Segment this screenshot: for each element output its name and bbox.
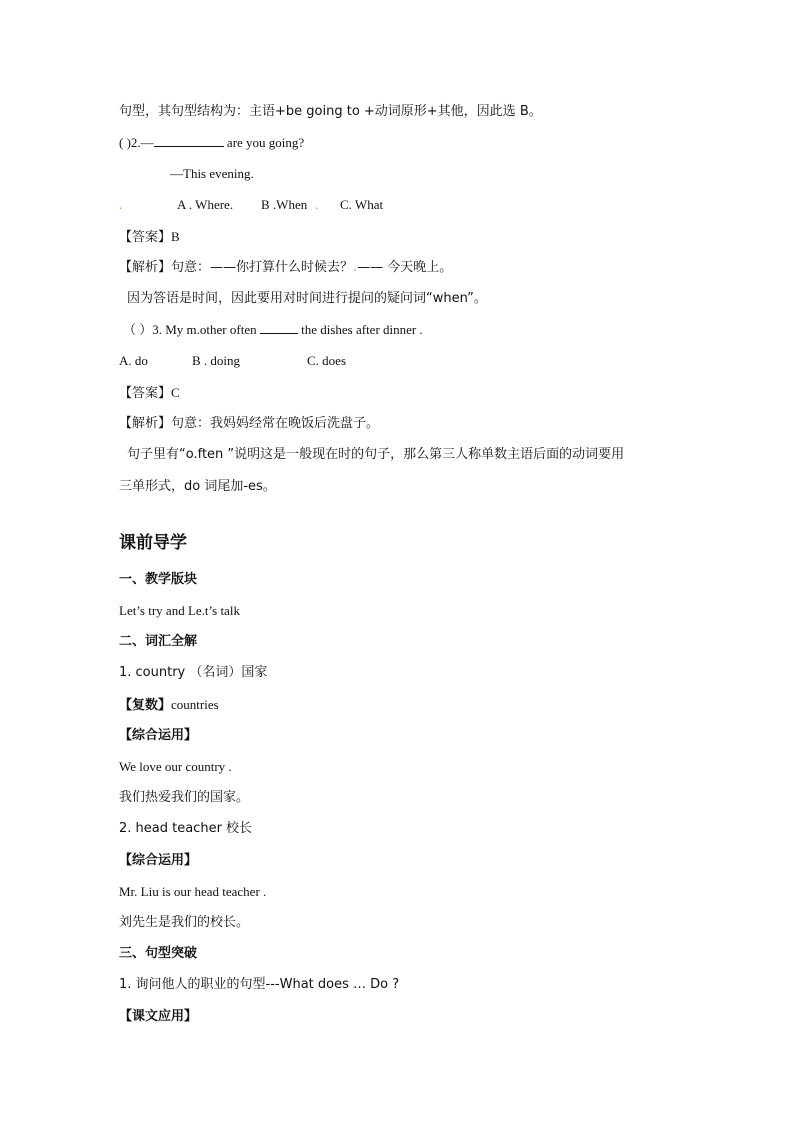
- analysis-tail: —— 今天晚上。: [357, 260, 453, 275]
- example-zh: [119, 914, 249, 932]
- vocab-item: [119, 664, 267, 682]
- analysis-reason-text: 因为答语是时间，因此要用对时间进行提问的疑问词“when”。: [127, 291, 487, 306]
- analysis-reason-text: 三单形式，do 词尾加-es。: [119, 479, 276, 494]
- option-c: C. What: [340, 197, 384, 212]
- vocab-item-text: 1. country （名词）国家: [119, 665, 268, 680]
- dot-mark-icon: .: [353, 260, 358, 275]
- question-2-reply: [170, 165, 254, 183]
- answer-label: 【答案】: [119, 230, 172, 245]
- question-3-prefix: （ ）3. My m.other often: [123, 322, 260, 337]
- answer-blank[interactable]: [154, 134, 224, 147]
- section-title-text: 课前导学: [119, 533, 187, 553]
- analysis-reason: [127, 290, 487, 308]
- section-title: [119, 532, 187, 554]
- answer-value: B: [171, 229, 180, 244]
- analysis-line: [119, 259, 452, 277]
- dot-mark-icon: .: [315, 197, 319, 212]
- subsection-heading-text: 一、教学版块: [119, 572, 198, 587]
- example-en-text: We love our country .: [119, 759, 232, 774]
- analysis-label: 【解析】: [119, 260, 172, 275]
- explanation-text: 句型，其句型结构为：主语+be going to +动词原形+其他，因此选 B。: [119, 104, 542, 119]
- option-b: B .When: [261, 197, 308, 212]
- example-zh-text: 刘先生是我们的校长。: [119, 915, 250, 930]
- example-zh: [119, 789, 249, 807]
- usage-label: [119, 727, 197, 745]
- explanation-line: [119, 103, 542, 121]
- pattern-item: [119, 976, 399, 994]
- question-2: [119, 134, 304, 152]
- lesson-block: [119, 602, 240, 620]
- analysis-text: 句意：——你打算什么时候去？: [171, 260, 354, 275]
- example-en-text: Mr. Liu is our head teacher .: [119, 884, 267, 899]
- analysis-line: [119, 415, 379, 433]
- plural-value: countries: [171, 697, 219, 712]
- plural-label: 【复数】: [119, 698, 172, 713]
- option-a: A . Where.: [177, 197, 234, 212]
- option-c: C. does: [307, 353, 346, 368]
- plural-line: [119, 696, 219, 715]
- option-b: B . doing: [192, 353, 241, 368]
- analysis-text: 句意：我妈妈经常在晚饭后洗盘子。: [171, 416, 380, 431]
- analysis-label: 【解析】: [119, 416, 172, 431]
- analysis-reason-text: 句子里有“o.ften ”说明这是一般现在时的句子，那么第三人称单数主语后面的动词要用: [127, 447, 625, 462]
- lesson-block-text: Let’s try and Le.t’s talk: [119, 603, 240, 618]
- usage-label: [119, 852, 197, 870]
- answer-line: [119, 384, 180, 403]
- subsection-heading-text: 三、句型突破: [119, 946, 198, 961]
- question-3: [123, 321, 423, 339]
- question-2-prefix: ( )2.—: [119, 135, 154, 150]
- example-en: [119, 883, 266, 901]
- subsection-heading: [119, 571, 197, 589]
- question-2-suffix: are you going?: [223, 135, 305, 150]
- usage-label-text: 【综合运用】: [119, 728, 198, 743]
- question-3-suffix: the dishes after dinner .: [297, 322, 423, 337]
- example-zh-text: 我们热爱我们的国家。: [119, 790, 250, 805]
- usage-label-text: 【综合运用】: [119, 853, 198, 868]
- lesson-application-label-text: 【课文应用】: [119, 1009, 198, 1024]
- vocab-item-text: 2. head teacher 校长: [119, 821, 253, 836]
- subsection-heading: [119, 945, 197, 963]
- answer-line: [119, 228, 180, 247]
- answer-value: C: [171, 385, 180, 400]
- option-a: A. do: [119, 353, 148, 368]
- example-en: [119, 758, 232, 776]
- reply-text: —This evening.: [170, 166, 254, 181]
- answer-blank[interactable]: [260, 321, 298, 334]
- lesson-application-label: [119, 1008, 197, 1026]
- analysis-reason: [127, 446, 624, 464]
- pattern-item-text: 1. 询问他人的职业的句型---What does … Do ?: [119, 977, 400, 992]
- answer-label: 【答案】: [119, 386, 172, 401]
- bullet-dot-icon: .: [119, 197, 123, 212]
- analysis-reason-continued: [119, 478, 276, 496]
- vocab-item: [119, 820, 252, 838]
- subsection-heading-text: 二、词汇全解: [119, 634, 198, 649]
- subsection-heading: [119, 633, 197, 651]
